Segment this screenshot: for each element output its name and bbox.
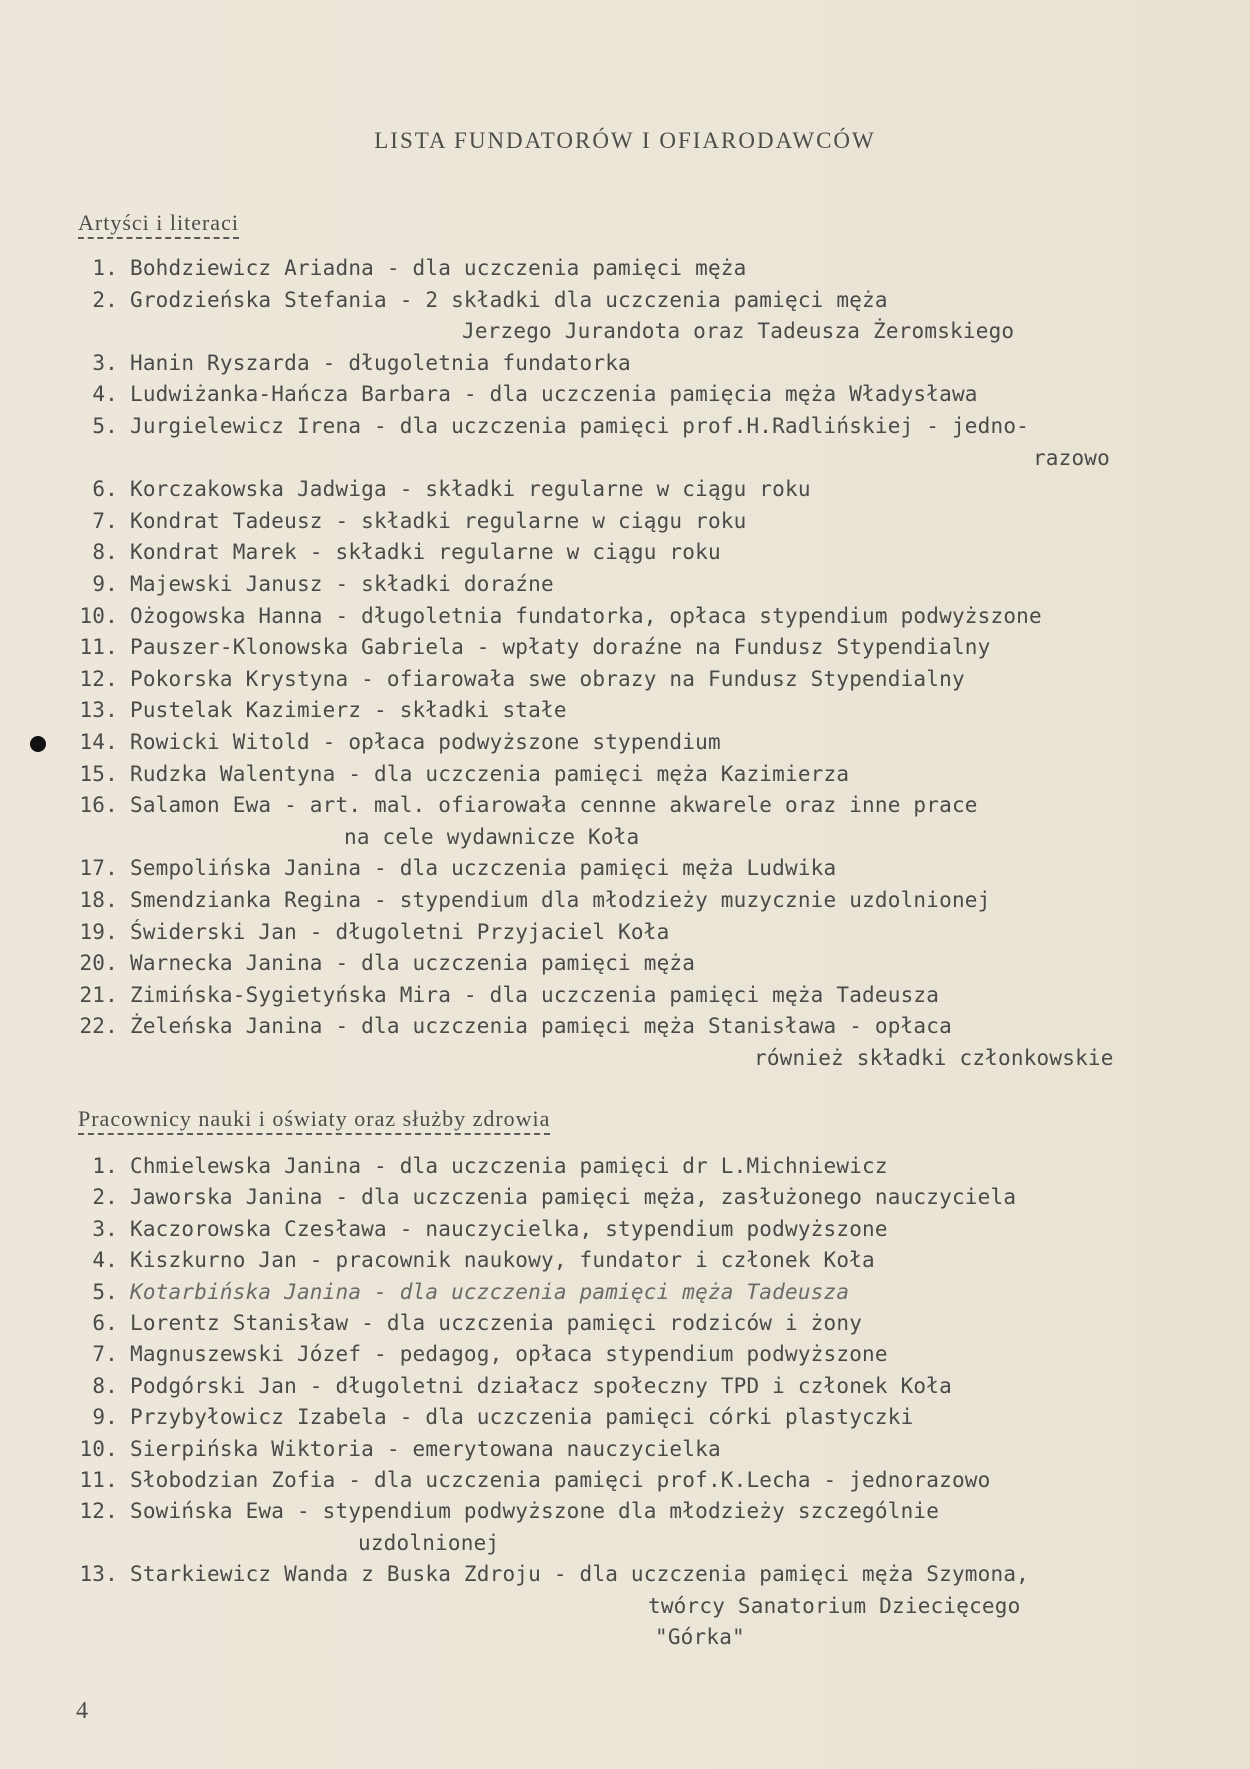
list-item-number: 1. bbox=[92, 1154, 118, 1178]
list-item bbox=[72, 350, 631, 376]
list-item-text: Chmielewska Janina - dla uczczenia pamięci dr L.Michniewicz bbox=[130, 1154, 888, 1178]
list-item-text: Przybyłowicz Izabela - dla uczczenia pamięci córki plastyczki bbox=[130, 1405, 914, 1430]
list-item-text: Starkiewicz Wanda z Buska Zdroju - dla uczczenia pamięci męża Szymona, bbox=[130, 1562, 1030, 1587]
list-item-text: razowo bbox=[1032, 445, 1110, 470]
list-item-text: Warnecka Janina - dla uczczenia pamięci męża bbox=[130, 951, 696, 976]
list-item bbox=[72, 761, 849, 787]
list-item-text: twórcy Sanatorium Dziecięcego bbox=[648, 1593, 1021, 1618]
list-item-number: 8. bbox=[92, 1373, 118, 1398]
page-number: 4 bbox=[76, 1698, 88, 1724]
list-item-text: Korczakowska Jadwiga - składki regularne w ciągu roku bbox=[130, 477, 811, 502]
section-heading-scholars bbox=[78, 1106, 550, 1135]
list-item bbox=[72, 1561, 1029, 1587]
list-item-text: Kiszkurno Jan - pracownik naukowy, fundator i członek Koła bbox=[130, 1248, 875, 1273]
list-item-text: Rowicki Witold - opłaca podwyższone stypendium bbox=[130, 730, 721, 754]
list-item bbox=[72, 255, 746, 281]
list-item-number: 1. bbox=[92, 256, 118, 280]
list-item-number: 6. bbox=[92, 477, 118, 502]
list-item-number: 4. bbox=[92, 1248, 118, 1273]
list-item-number: 6. bbox=[92, 1311, 118, 1335]
list-item-text: Magnuszewski Józef - pedagog, opłaca stypendium podwyższone bbox=[130, 1342, 888, 1367]
list-item bbox=[72, 634, 991, 660]
list-item bbox=[72, 855, 836, 881]
list-item bbox=[72, 1216, 888, 1242]
list-item-number: 2. bbox=[92, 1185, 118, 1210]
list-item bbox=[72, 603, 1042, 629]
list-item bbox=[72, 476, 811, 502]
list-item bbox=[72, 887, 991, 913]
section-heading-scholars-text: Pracownicy nauki i oświaty oraz służby zdrowia bbox=[78, 1106, 551, 1131]
list-item-number: 22. bbox=[79, 1014, 118, 1039]
list-item-number: 18. bbox=[79, 888, 118, 912]
list-item-number: 8. bbox=[92, 540, 118, 565]
list-item bbox=[72, 287, 888, 313]
list-item-text: Kaczorowska Czesława - nauczycielka, stypendium podwyższone bbox=[130, 1216, 888, 1241]
list-item bbox=[72, 1153, 888, 1179]
list-item-number: 5. bbox=[92, 414, 118, 438]
list-item-text: Sempolińska Janina - dla uczczenia pamięci męża Ludwika bbox=[130, 856, 837, 881]
list-item-number: 2. bbox=[92, 287, 118, 312]
list-item-number: 16. bbox=[79, 793, 118, 818]
list-item-number: 13. bbox=[79, 1562, 118, 1587]
list-item-text: Bohdziewicz Ariadna - dla uczczenia pamięci męża bbox=[130, 256, 747, 280]
list-item-number: 11. bbox=[79, 1468, 118, 1492]
list-item bbox=[72, 381, 978, 407]
list-item-continuation bbox=[648, 1593, 1020, 1619]
list-item-text: Lorentz Stanisław - dla uczczenia pamięci rodziców i żony bbox=[130, 1311, 863, 1335]
list-item-text: na cele wydawnicze Koła bbox=[344, 824, 640, 849]
list-item-text: Zimińska-Sygietyńska Mira - dla uczczenia pamięci męża Tadeusza bbox=[130, 982, 940, 1007]
list-item-number: 7. bbox=[92, 508, 118, 533]
list-item-text: uzdolnionej bbox=[358, 1530, 500, 1555]
list-item bbox=[72, 1373, 952, 1399]
list-item bbox=[72, 1498, 939, 1524]
list-item bbox=[72, 413, 1029, 439]
list-item bbox=[72, 982, 939, 1008]
list-item bbox=[72, 1404, 913, 1430]
list-item-text: Ożogowska Hanna - długoletnia fundatorka, opłaca stypendium podwyższone bbox=[130, 603, 1042, 628]
list-item-continuation bbox=[344, 824, 639, 850]
list-item-number: 11. bbox=[79, 635, 118, 660]
list-item-continuation bbox=[754, 1045, 1114, 1071]
list-item-number: 3. bbox=[92, 1216, 118, 1241]
section-heading-artists bbox=[78, 210, 239, 239]
list-item-text: Ludwiżanka-Hańcza Barbara - dla uczczenia pamięcia męża Władysława bbox=[130, 382, 978, 407]
list-item-text: Kondrat Tadeusz - składki regularne w ciągu roku bbox=[130, 508, 747, 533]
list-item-text: Jaworska Janina - dla uczczenia pamięci męża, zasłużonego nauczyciela bbox=[130, 1185, 1017, 1210]
bullet-marker-icon bbox=[30, 736, 46, 752]
list-item-text: Kondrat Marek - składki regularne w ciągu roku bbox=[130, 540, 721, 565]
list-item-number: 7. bbox=[92, 1342, 118, 1367]
list-item-number: 3. bbox=[92, 350, 118, 375]
list-item-number: 12. bbox=[79, 666, 118, 691]
list-item-number: 14. bbox=[79, 730, 118, 754]
list-item bbox=[72, 571, 554, 597]
list-item bbox=[72, 666, 965, 692]
list-item bbox=[72, 1341, 888, 1367]
list-item-text: Hanin Ryszarda - długoletnia fundatorka bbox=[130, 350, 631, 375]
section-heading-artists-text: Artyści i literaci bbox=[78, 210, 239, 235]
list-item-number: 17. bbox=[79, 856, 118, 881]
list-item-number: 19. bbox=[79, 919, 118, 944]
list-item-text: również składki członkowskie bbox=[754, 1046, 1114, 1070]
list-item-text: Majewski Janusz - składki doraźne bbox=[130, 572, 554, 596]
list-item-text: Świderski Jan - długoletni Przyjaciel Koła bbox=[130, 919, 670, 944]
list-item bbox=[72, 1247, 875, 1273]
list-item-number: 10. bbox=[79, 1436, 118, 1461]
list-item-text: "Górka" bbox=[655, 1625, 745, 1649]
list-item-number: 4. bbox=[92, 382, 118, 407]
list-item bbox=[72, 1279, 849, 1305]
list-item-text: Jurgielewicz Irena - dla uczczenia pamięci prof.H.Radlińskiej - jedno- bbox=[130, 414, 1030, 438]
list-item bbox=[72, 792, 978, 818]
list-item bbox=[72, 539, 721, 565]
list-item-text: Podgórski Jan - długoletni działacz społeczny TPD i członek Koła bbox=[130, 1373, 952, 1398]
list-item-number: 21. bbox=[79, 982, 118, 1007]
list-item-text: Sierpińska Wiktoria - emerytowana nauczycielka bbox=[130, 1436, 721, 1461]
list-item-continuation bbox=[462, 318, 1014, 344]
list-item-text: Jerzego Jurandota oraz Tadeusza Żeromskiego bbox=[462, 319, 1015, 344]
list-item-number: 13. bbox=[79, 698, 118, 723]
list-item bbox=[72, 1184, 1016, 1210]
list-item-text: Kotarbińska Janina - dla uczczenia pamięci męża Tadeusza bbox=[130, 1279, 850, 1304]
list-item bbox=[72, 1310, 862, 1336]
list-item-number: 12. bbox=[79, 1499, 118, 1524]
list-item bbox=[72, 729, 721, 755]
list-item-number: 10. bbox=[79, 603, 118, 628]
list-item bbox=[72, 697, 567, 723]
list-item bbox=[72, 919, 669, 945]
list-item-text: Smendzianka Regina - stypendium dla młodzieży muzycznie uzdolnionej bbox=[130, 888, 991, 912]
list-item bbox=[72, 950, 695, 976]
list-item-text: Żeleńska Janina - dla uczczenia pamięci męża Stanisława - opłaca bbox=[130, 1014, 952, 1039]
list-item-continuation bbox=[358, 1530, 499, 1556]
list-item-continuation bbox=[1033, 445, 1110, 471]
list-item bbox=[72, 1467, 991, 1493]
list-item-text: Pokorska Krystyna - ofiarowała swe obrazy na Fundusz Stypendialny bbox=[130, 666, 965, 691]
list-item-number: 20. bbox=[79, 951, 118, 976]
list-item-number: 5. bbox=[92, 1279, 118, 1304]
list-item-text: Słobodzian Zofia - dla uczczenia pamięci prof.K.Lecha - jednorazowo bbox=[130, 1468, 991, 1492]
list-item-text: Salamon Ewa - art. mal. ofiarowała cennne akwarele oraz inne prace bbox=[130, 793, 978, 818]
dashed-underline bbox=[78, 237, 239, 239]
list-item bbox=[72, 1436, 721, 1462]
list-item-text: Sowińska Ewa - stypendium podwyższone dla młodzieży szczególnie bbox=[130, 1499, 940, 1524]
list-item-text: Grodzieńska Stefania - 2 składki dla uczczenia pamięci męża bbox=[130, 287, 888, 312]
list-item-text: Rudzka Walentyna - dla uczczenia pamięci męża Kazimierza bbox=[130, 761, 850, 786]
list-item-number: 9. bbox=[92, 1405, 118, 1430]
page-title: LISTA FUNDATORÓW I OFIARODAWCÓW bbox=[374, 128, 876, 153]
list-item-number: 15. bbox=[79, 761, 118, 786]
list-item-text: Pustelak Kazimierz - składki stałe bbox=[130, 698, 567, 723]
list-item-text: Pauszer-Klonowska Gabriela - wpłaty doraźne na Fundusz Stypendialny bbox=[130, 635, 991, 660]
dashed-underline bbox=[78, 1133, 550, 1135]
list-item bbox=[72, 508, 746, 534]
list-item-number: 9. bbox=[92, 572, 118, 596]
list-item bbox=[72, 1013, 952, 1039]
list-item-continuation bbox=[655, 1624, 745, 1650]
